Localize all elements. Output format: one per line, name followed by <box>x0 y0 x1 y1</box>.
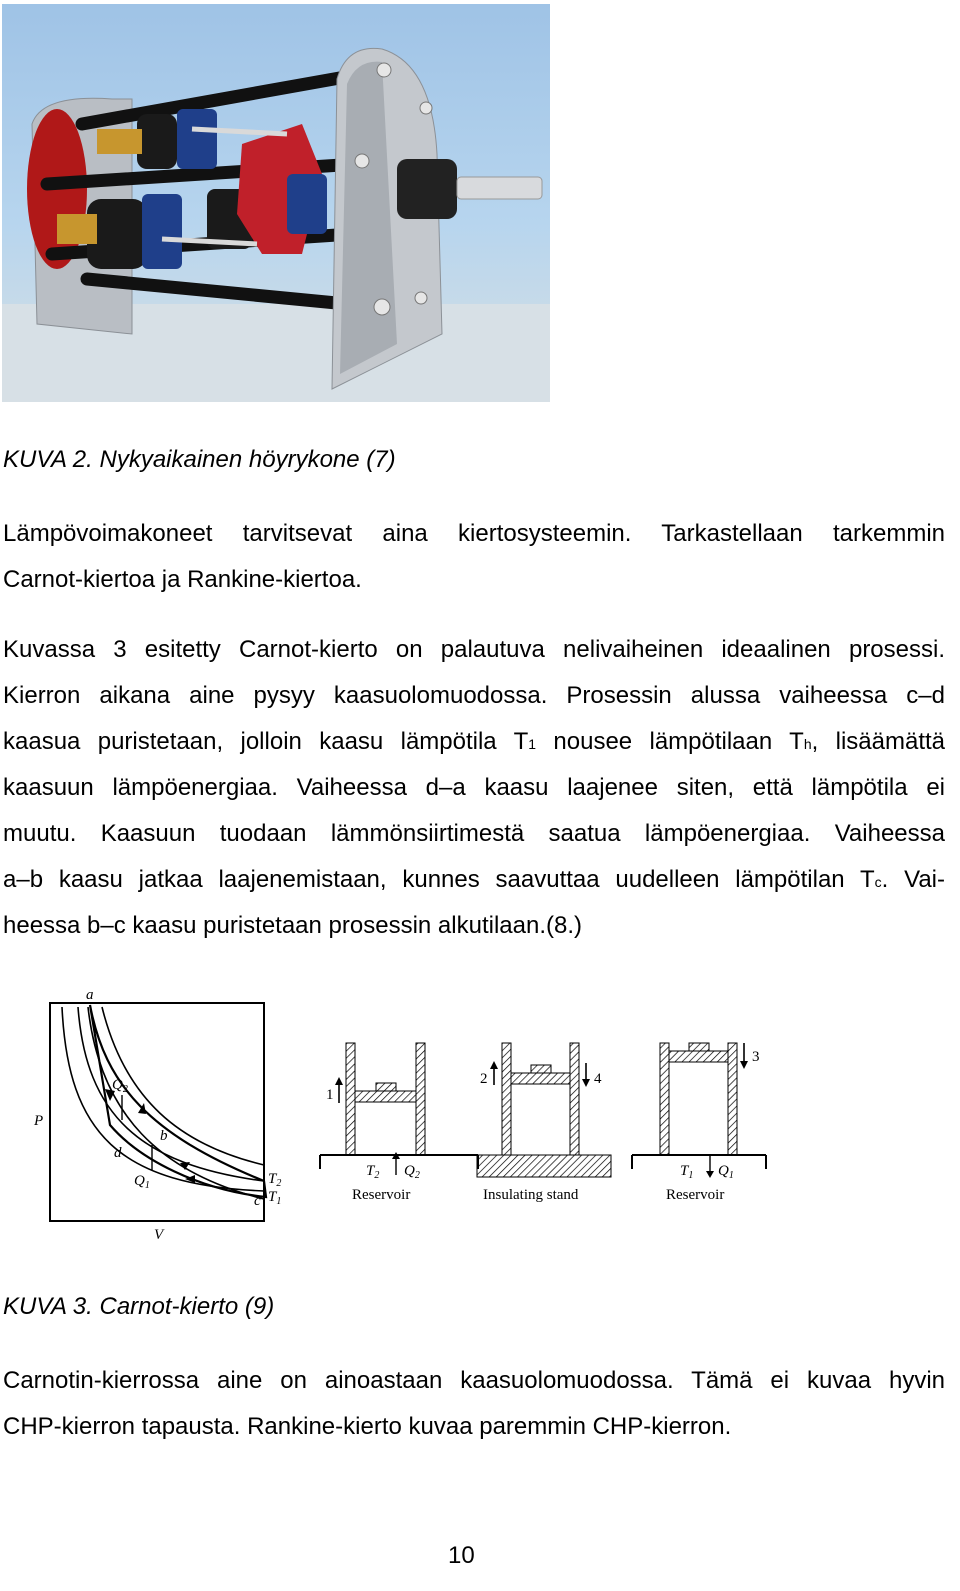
paragraph-line: Carnot-kiertoa ja Rankine-kiertoa. <box>3 566 362 593</box>
cylinder-stage-1 <box>320 1043 478 1203</box>
paragraph-line: CHP-kierron tapausta. Rankine-kierto kuvaa paremmin CHP-kierron. <box>3 1413 732 1440</box>
cylinder-stage-3 <box>632 1043 766 1203</box>
paragraph-line: Lämpövoimakoneet tarvitsevat aina kiertosysteemin. Tarkastellaan tarkemmin <box>3 520 945 547</box>
step-number: 4 <box>594 1071 602 1087</box>
paragraph-line: heessa b–c kaasu puristetaan prosessin alkutilaan.(8.) <box>3 912 582 939</box>
paragraph-line: Kierron aikana aine pysyy kaasuolomuodossa. Prosessin alussa vaiheessa c–d <box>3 682 945 709</box>
heat-label: $Q_1$ <box>718 1163 734 1181</box>
point-label-c: c <box>254 1193 261 1209</box>
text-segment: nousee lämpötilaan T <box>536 728 804 755</box>
temp-label: $T_2$ <box>366 1163 380 1181</box>
figure-caption: KUVA 3. Carnot-kierto (9) <box>3 1293 275 1320</box>
subscript: h <box>803 736 812 752</box>
point-label-d: d <box>114 1145 122 1161</box>
steam-engine-illustration <box>2 4 550 402</box>
step-number: 1 <box>326 1087 334 1103</box>
text-segment: . Vai- <box>881 866 946 893</box>
base-label: Insulating stand <box>483 1187 579 1203</box>
paragraph-line: Kuvassa 3 esitetty Carnot-kierto on palautuva nelivaiheinen ideaalinen prosessi. <box>3 636 945 663</box>
step-number: 2 <box>480 1071 488 1087</box>
text-segment: a–b kaasu jatkaa laajenemistaan, kunnes saavuttaa uudelleen lämpötilan T <box>3 866 875 893</box>
text-segment: , lisäämättä <box>811 728 946 755</box>
subscript: c <box>874 874 882 890</box>
point-label-b: b <box>160 1128 168 1144</box>
base-label: Reservoir <box>666 1187 725 1203</box>
text-segment: kaasua puristetaan, jolloin kaasu lämpötila T <box>3 728 529 755</box>
paragraph-line: muutu. Kaasuun tuodaan lämmönsiirtimestä saatua lämpöenergiaa. Vaiheessa <box>3 820 945 847</box>
heat-arrow-icon <box>706 1171 714 1178</box>
down-arrow-icon <box>740 1061 748 1069</box>
figure-caption: KUVA 2. Nykyaikainen höyrykone (7) <box>3 446 396 473</box>
v-axis-label: V <box>154 1227 164 1243</box>
heat-label-q1: $Q_1$ <box>134 1173 150 1191</box>
heat-label: $Q_2$ <box>404 1163 420 1181</box>
down-arrow-icon <box>582 1079 590 1087</box>
point-label-a: a <box>86 987 94 1003</box>
temp-label-t2: $T_2$ <box>268 1171 282 1189</box>
paragraph-line <box>3 719 945 767</box>
step-number: 3 <box>752 1049 760 1065</box>
paragraph-line: Carnotin-kierrossa aine on ainoastaan kaasuolomuodossa. Tämä ei kuvaa hyvin <box>3 1367 945 1394</box>
p-axis-label: P <box>34 1113 44 1129</box>
subscript: 1 <box>528 736 537 752</box>
temp-label-t1: $T_1$ <box>268 1189 282 1207</box>
steam-engine-photo <box>2 4 550 402</box>
carnot-cycle-diagram <box>30 985 790 1250</box>
up-arrow-icon <box>335 1077 343 1085</box>
paragraph-line <box>3 857 945 905</box>
page-number: 10 <box>448 1542 475 1569</box>
cylinder-stage-2 <box>477 1043 611 1203</box>
heat-label-q2: $Q_2$ <box>112 1077 128 1095</box>
up-arrow-icon <box>490 1061 498 1069</box>
base-label: Reservoir <box>352 1187 411 1203</box>
temp-label: $T_1$ <box>680 1163 694 1181</box>
paragraph-line: kaasuun lämpöenergiaa. Vaiheessa d–a kaasu laajenee siten, että lämpötila ei <box>3 774 945 801</box>
